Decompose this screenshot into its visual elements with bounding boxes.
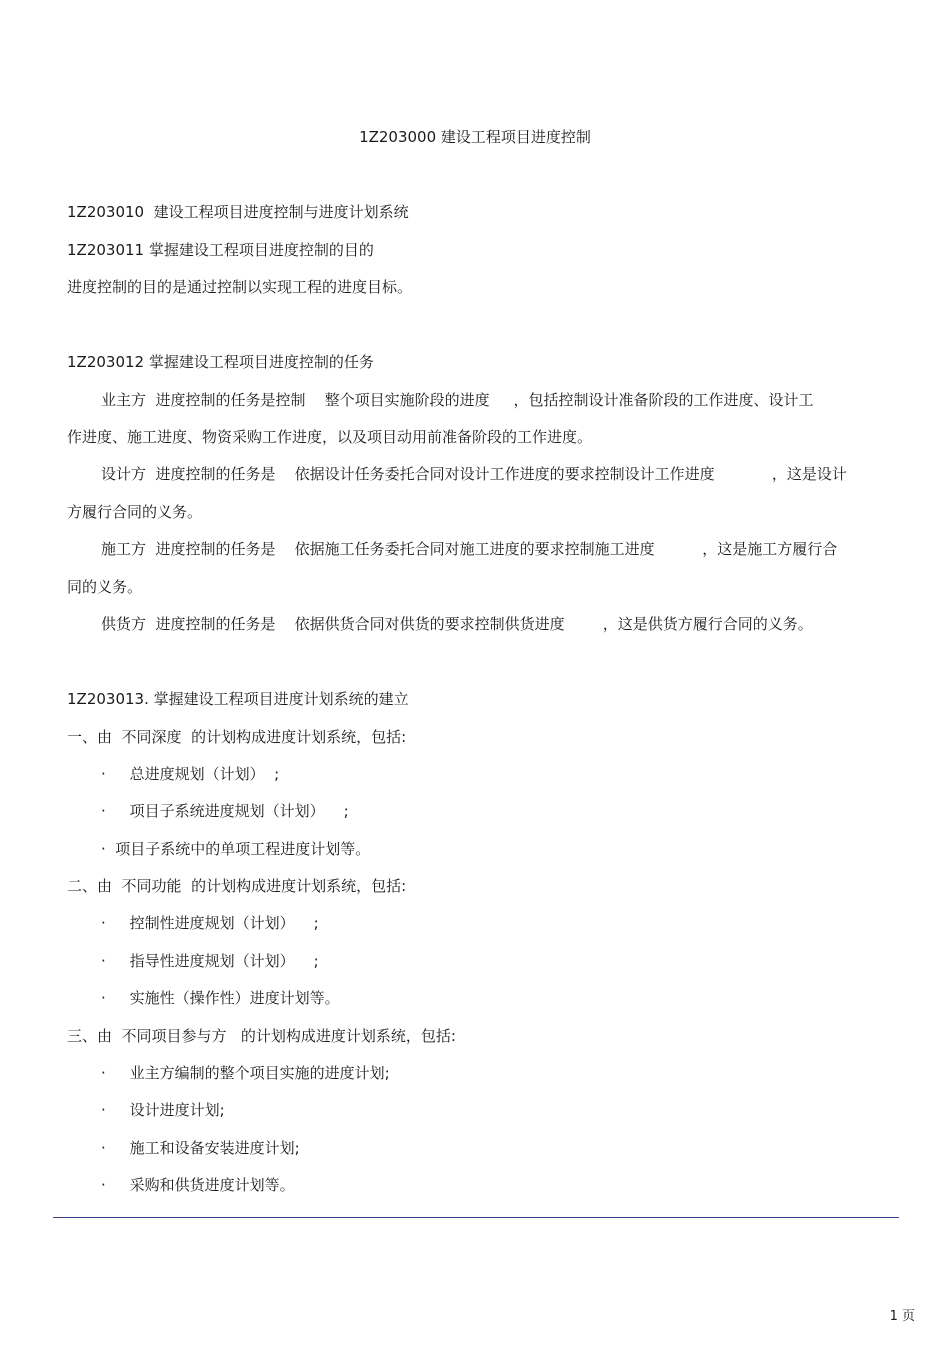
- paragraph-owner-line1: 业主方 进度控制的任务是控制 整个项目实施阶段的进度 ，包括控制设计准备阶段的工作进度、设计工: [101, 391, 814, 409]
- paragraph-owner-line2: 作进度、施工进度、物资采购工作进度，以及项目动用前准备阶段的工作进度。: [67, 428, 593, 446]
- paragraph: 进度控制的目的是通过控制以实现工程的进度目标。: [67, 278, 413, 296]
- list-heading-depth: 一、由 不同深度 的计划构成进度计划系统，包括:: [67, 728, 407, 746]
- page-separator: [53, 1217, 899, 1218]
- paragraph-design-line1: 设计方 进度控制的任务是 依据设计任务委托合同对设计工作进度的要求控制设计工作进度 ，这是设计: [101, 465, 847, 483]
- list-item: · 采购和供货进度计划等。: [101, 1176, 295, 1194]
- list-item: · 项目子系统中的单项工程进度计划等。: [101, 840, 371, 858]
- list-item: · 总进度规划（计划） ;: [101, 765, 280, 783]
- paragraph-construction-line1: 施工方 进度控制的任务是 依据施工任务委托合同对施工进度的要求控制施工进度 ，这是施工方履行合: [101, 540, 838, 558]
- paragraph-design-line2: 方履行合同的义务。: [67, 503, 203, 521]
- subsection-heading: 1Z203011 掌握建设工程项目进度控制的目的: [67, 241, 374, 259]
- list-item: · 项目子系统进度规划（计划） ;: [101, 802, 349, 820]
- subsection-heading: 1Z203013. 掌握建设工程项目进度计划系统的建立: [67, 690, 409, 708]
- list-item: · 指导性进度规划（计划） ;: [101, 952, 319, 970]
- list-heading-party: 三、由 不同项目参与方 的计划构成进度计划系统，包括:: [67, 1027, 456, 1045]
- list-item: · 实施性（操作性）进度计划等。: [101, 989, 340, 1007]
- list-heading-function: 二、由 不同功能 的计划构成进度计划系统，包括:: [67, 877, 407, 895]
- subsection-heading: 1Z203012 掌握建设工程项目进度控制的任务: [67, 353, 374, 371]
- paragraph-supplier: 供货方 进度控制的任务是 依据供货合同对供货的要求控制供货进度 ，这是供货方履行合同的义务。: [101, 615, 813, 633]
- list-item: · 施工和设备安装进度计划;: [101, 1139, 300, 1157]
- list-item: · 业主方编制的整个项目实施的进度计划;: [101, 1064, 390, 1082]
- list-item: · 设计进度计划;: [101, 1101, 225, 1119]
- paragraph-construction-line2: 同的义务。: [67, 578, 143, 596]
- section-heading: 1Z203010 建设工程项目进度控制与进度计划系统: [67, 203, 409, 221]
- list-item: · 控制性进度规划（计划） ;: [101, 914, 319, 932]
- doc-title: 1Z203000 建设工程项目进度控制: [359, 128, 591, 146]
- page-number: 1 页: [889, 1309, 915, 1324]
